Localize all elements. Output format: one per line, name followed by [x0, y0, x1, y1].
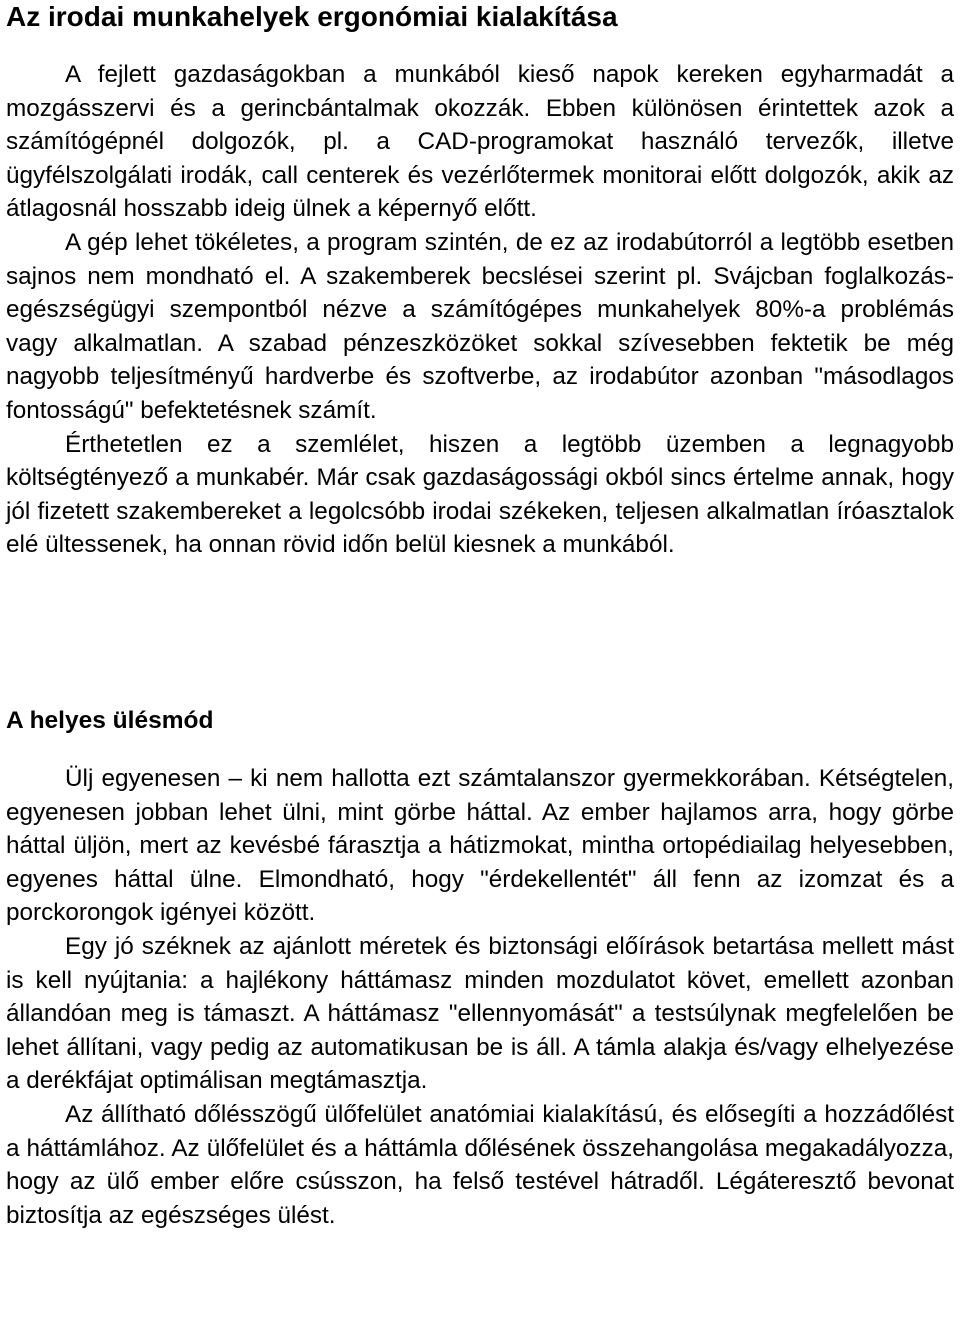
section-heading: A helyes ülésmód — [6, 707, 214, 734]
paragraph: A gép lehet tökéletes, a program szintén, de ez az irodabútorról a legtöbb esetben sajnos nem mondható el. A szakemberek becslései szerint pl. Svájcban foglalkozás-egészségügyi szempontból nézve a számítógépes munkahelyek 80%-a problémás vagy alkalmatlan. A szabad pénzeszközöket sokkal szívesebben fektetik be még nagyobb teljesítményű hardverbe és szoftverbe, az irodabútor azonban "másodlagos fontosságú" befektetésnek számít. — [6, 228, 954, 424]
paragraph: Ülj egyenesen – ki nem hallotta ezt számtalanszor gyermekkorában. Kétségtelen, egyenesen jobban lehet ülni, mint görbe háttal. Az ember hajlamos arra, hogy görbe háttal üljön, mert az kevésbé fárasztja a hátizmokat, mintha ortopédiailag helyesebben, egyenes háttal ülne. Elmondható, hogy "érdekellentét" áll fenn az izomzat és a porckorongok igényei között. — [6, 765, 954, 927]
seating-section — [6, 762, 954, 1232]
paragraph: Érthetetlen ez a szemlélet, hiszen a legtöbb üzemben a legnagyobb költségtényező a munkabér. Már csak gazdaságossági okból sincs értelme annak, hogy jól fizetett szakembereket a legolcsóbb irodai székeken, teljesen alkalmatlan íróasztalok elé ültessenek, ha onnan rövid időn belül kiesnek a munkából. — [6, 430, 954, 559]
paragraph: A fejlett gazdaságokban a munkából kieső napok kereken egyharmadát a mozgásszervi és a gerincbántalmak okozzák. Ebben különösen érintettek azok a számítógépnél dolgozók, pl. a CAD-programokat használó tervezők, illetve ügyfélszolgálati irodák, call centerek és vezérlőtermek monitorai előtt dolgozók, akik az átlagosnál hosszabb ideig ülnek a képernyő előtt. — [6, 61, 954, 223]
paragraph: Az állítható dőlésszögű ülőfelület anatómiai kialakítású, és elősegíti a hozzádőlést a háttámlához. Az ülőfelület és a háttámla dőlésének összehangolása megakadályozza, hogy az ülő ember előre csússzon, ha felső testével hátradől. Légáteresztő bevonat biztosítja az egészséges ülést. — [6, 1100, 954, 1229]
page-title: Az irodai munkahelyek ergonómiai kialakítása — [6, 1, 618, 32]
intro-section — [6, 58, 954, 562]
paragraph: Egy jó széknek az ajánlott méretek és biztonsági előírások betartása mellett mást is kell nyújtania: a hajlékony háttámasz minden mozdulatot követ, emellett azonban állandóan meg is támaszt. A háttámasz "ellennyomását" a testsúlynak megfelelően be lehet állítani, vagy pedig az automatikusan be is áll. A támla alakja és/vagy elhelyezése a derékfájat optimálisan megtámasztja. — [6, 932, 954, 1095]
